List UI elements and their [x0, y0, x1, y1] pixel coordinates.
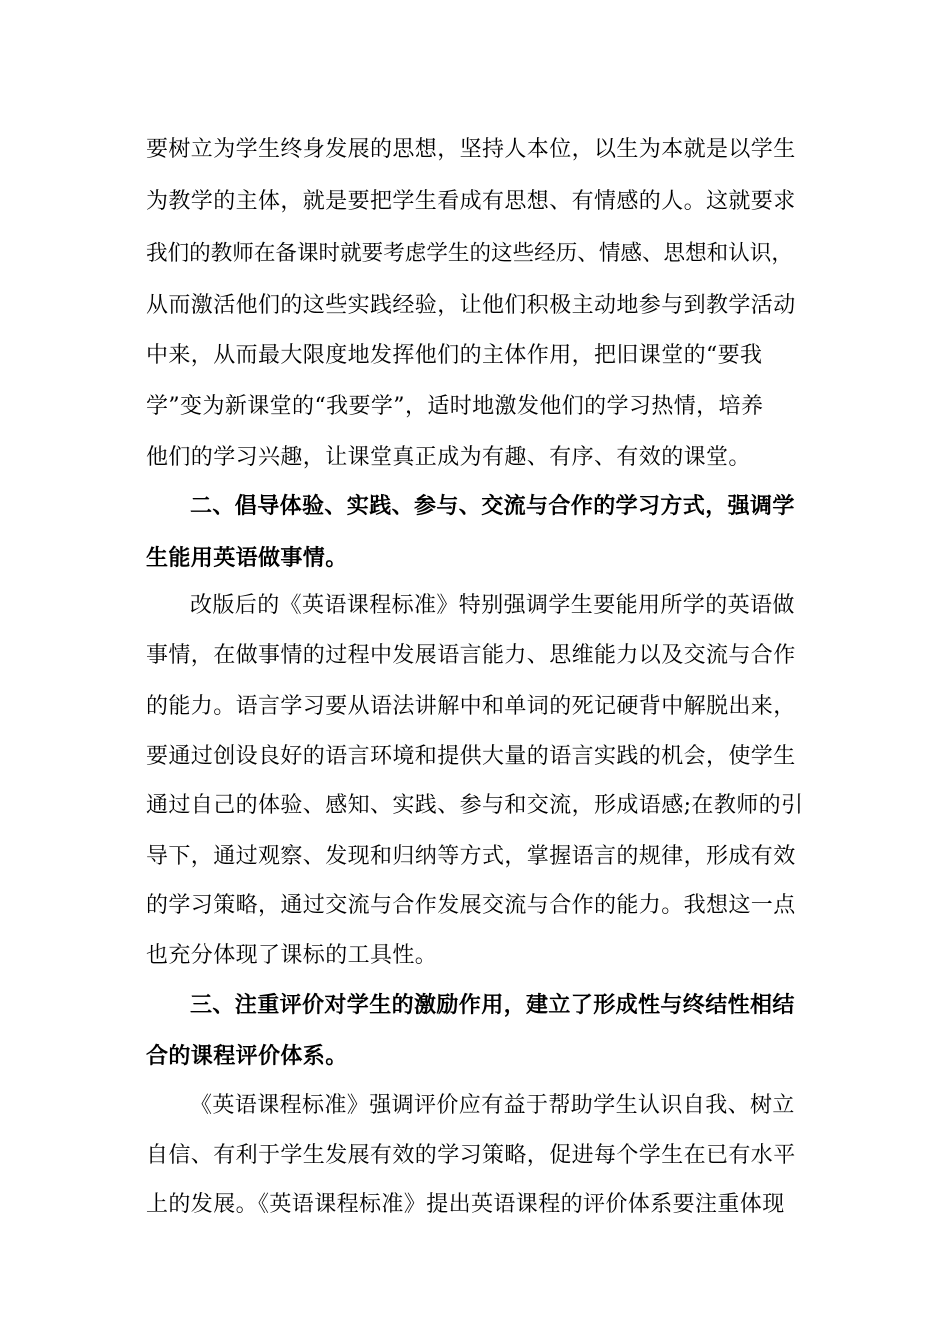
text-line: 上的发展。《英语课程标准》提出英语课程的评价体系要注重体现 — [146, 1192, 785, 1217]
text-line: 导下，通过观察、发现和归纳等方式，掌握语言的规律，形成有效 — [146, 844, 796, 869]
text-line: 要通过创设良好的语言环境和提供大量的语言实践的机会，使学生 — [146, 744, 796, 769]
text-line: 的学习策略，通过交流与合作发展交流与合作的能力。我想这一点 — [146, 893, 796, 918]
text-line: 通过自己的体验、感知、实践、参与和交流，形成语感;在教师的引 — [146, 793, 804, 818]
text-line: 的能力。语言学习要从语法讲解中和单词的死记硬背中解脱出来， — [146, 694, 796, 719]
text-line: 《英语课程标准》强调评价应有益于帮助学生认识自我、树立 — [190, 1093, 795, 1118]
text-line: 学”变为新课堂的“我要学”，适时地激发他们的学习热情，培养 — [146, 394, 764, 419]
section-heading-line: 生能用英语做事情。 — [146, 545, 348, 571]
section-heading-line: 三、注重评价对学生的激励作用，建立了形成性与终结性相结 — [190, 992, 795, 1018]
text-line: 要树立为学生终身发展的思想，坚持人本位，以生为本就是以学生 — [146, 137, 796, 162]
text-line: 从而激活他们的这些实践经验，让他们积极主动地参与到教学活动 — [146, 293, 796, 318]
text-line: 事情，在做事情的过程中发展语言能力、思维能力以及交流与合作 — [146, 643, 796, 668]
text-line: 他们的学习兴趣，让课堂真正成为有趣、有序、有效的课堂。 — [146, 445, 751, 470]
section-heading-line: 合的课程评价体系。 — [146, 1043, 348, 1069]
text-line: 改版后的《英语课程标准》特别强调学生要能用所学的英语做 — [190, 593, 795, 618]
text-line: 我们的教师在备课时就要考虑学生的这些经历、情感、思想和认识， — [146, 241, 793, 266]
text-line: 为教学的主体，就是要把学生看成有思想、有情感的人。这就要求 — [146, 189, 796, 214]
text-line: 中来，从而最大限度地发挥他们的主体作用，把旧课堂的“要我 — [146, 343, 763, 368]
text-line: 自信、有利于学生发展有效的学习策略，促进每个学生在已有水平 — [146, 1143, 796, 1168]
text-line: 也充分体现了课标的工具性。 — [146, 943, 438, 968]
section-heading-line: 二、倡导体验、实践、参与、交流与合作的学习方式，强调学 — [190, 493, 795, 519]
